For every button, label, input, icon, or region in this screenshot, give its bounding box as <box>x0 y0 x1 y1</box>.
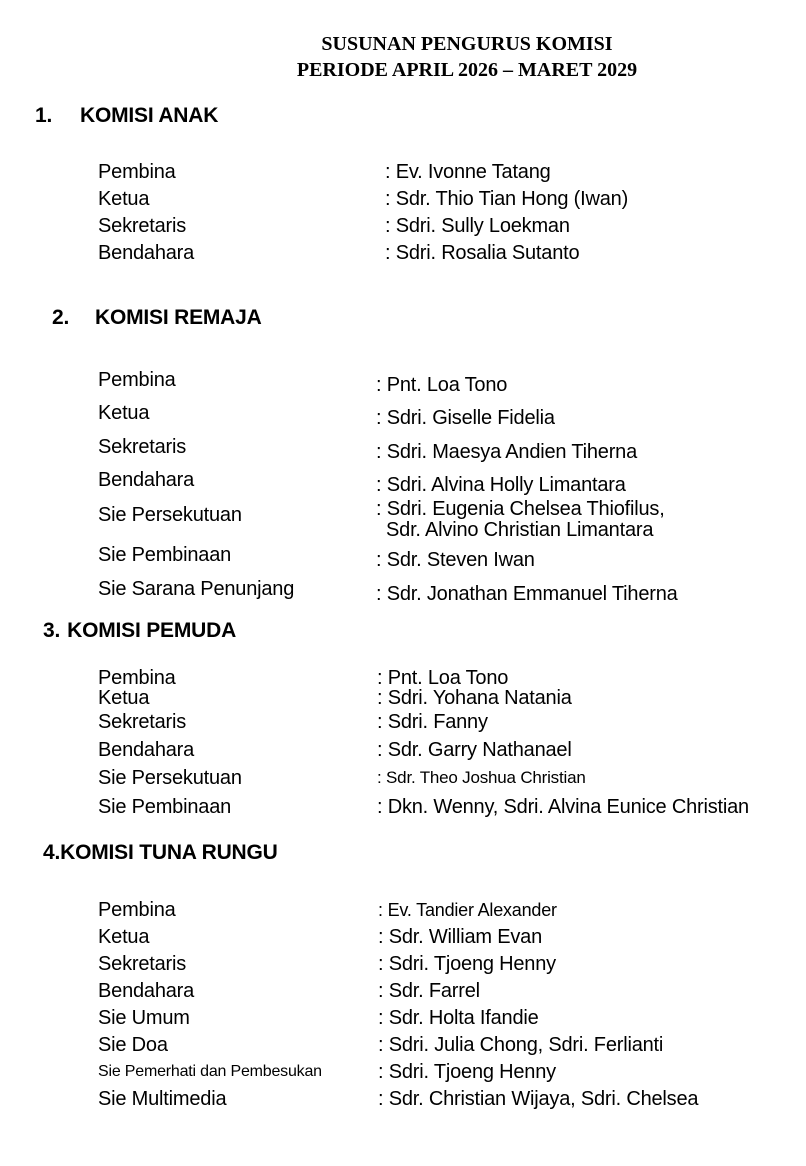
role-row <box>98 162 806 189</box>
role-value: : Sdri. Julia Chong, Sdri. Ferlianti <box>378 1034 664 1056</box>
role-label: Bendahara <box>98 980 195 1002</box>
role-label: Ketua <box>98 926 150 948</box>
section-heading <box>0 105 806 127</box>
role-value: : Sdr. Farrel <box>378 980 480 1002</box>
section-rows <box>0 668 806 826</box>
role-label: Sekretaris <box>98 215 187 237</box>
role-value-line2: Sdr. Alvino Christian Limantara <box>386 519 654 541</box>
role-row <box>98 900 806 927</box>
role-value: : Sdri. Yohana Natania <box>377 687 572 709</box>
section-komisi-anak <box>0 105 806 270</box>
document-title-line1: SUSUNAN PENGURUS KOMISI <box>321 33 613 55</box>
role-row <box>98 579 806 613</box>
role-row <box>98 189 806 216</box>
role-label: Bendahara <box>98 739 195 761</box>
section-komisi-remaja <box>0 307 806 613</box>
role-row <box>98 216 806 243</box>
role-row <box>98 712 806 740</box>
role-value-line1: : Sdri. Eugenia Chelsea Thiofilus, <box>376 498 665 520</box>
role-value: : Sdr. Jonathan Emmanuel Tiherna <box>376 583 678 605</box>
role-value: : Pnt. Loa Tono <box>377 667 509 689</box>
role-label: Sekretaris <box>98 711 187 733</box>
role-value: : Sdri. Giselle Fidelia <box>376 407 555 429</box>
role-row <box>98 668 806 688</box>
section-number: 4. <box>43 841 61 864</box>
role-row <box>98 740 806 768</box>
role-label: Sie Umum <box>98 1007 190 1029</box>
role-value: : Sdri. Fanny <box>377 711 488 733</box>
role-label: Ketua <box>98 188 150 210</box>
section-heading <box>0 307 806 329</box>
role-value: : Sdr. Garry Nathanael <box>377 739 572 761</box>
section-number: 2. <box>52 306 70 329</box>
section-heading <box>0 620 806 642</box>
role-value: : Ev. Tandier Alexander <box>378 900 557 920</box>
role-value: : Sdri. Rosalia Sutanto <box>385 242 580 264</box>
role-label: Sie Pembinaan <box>98 796 232 818</box>
document-title-line2: PERIODE APRIL 2026 – MARET 2029 <box>296 59 638 81</box>
role-value: : Sdri. Tjoeng Henny <box>378 1061 556 1083</box>
section-name: KOMISI PEMUDA <box>67 619 237 642</box>
role-row <box>98 688 806 712</box>
role-label: Pembina <box>98 899 176 921</box>
role-label: Pembina <box>98 667 176 689</box>
role-label: Sie Pemerhati dan Pembesukan <box>98 1063 322 1080</box>
role-label: Ketua <box>98 402 150 424</box>
role-row <box>98 927 806 954</box>
role-label: Sie Persekutuan <box>98 767 242 789</box>
role-value <box>376 499 806 541</box>
role-row <box>98 545 806 579</box>
role-row <box>98 1035 806 1062</box>
role-row <box>98 981 806 1008</box>
role-label: Ketua <box>98 687 150 709</box>
role-value: : Sdri. Sully Loekman <box>385 215 570 237</box>
role-row <box>98 768 806 797</box>
role-label: Sie Sarana Penunjang <box>98 578 295 600</box>
role-label: Sie Pembinaan <box>98 544 232 566</box>
role-row <box>98 797 806 826</box>
section-name: KOMISI ANAK <box>80 104 219 127</box>
role-value: : Pnt. Loa Tono <box>376 374 508 396</box>
role-label: Sie Persekutuan <box>98 504 242 526</box>
role-row <box>98 1062 806 1089</box>
role-row <box>98 470 806 497</box>
section-rows <box>0 370 806 613</box>
section-number: 3. <box>43 619 61 642</box>
role-value: : Dkn. Wenny, Sdri. Alvina Eunice Christian <box>377 796 749 818</box>
role-label: Sekretaris <box>98 436 187 458</box>
role-row <box>98 1008 806 1035</box>
role-label: Sie Multimedia <box>98 1088 227 1110</box>
document-title <box>134 31 800 83</box>
role-row <box>98 954 806 981</box>
role-label: Pembina <box>98 161 176 183</box>
role-value: : Sdr. Holta Ifandie <box>378 1007 539 1029</box>
role-label: Bendahara <box>98 469 195 491</box>
section-rows <box>0 900 806 1116</box>
role-label: Bendahara <box>98 242 195 264</box>
role-label: Pembina <box>98 369 176 391</box>
role-value: : Sdr. Christian Wijaya, Sdri. Chelsea <box>378 1088 699 1110</box>
role-row <box>98 1089 806 1116</box>
section-komisi-pemuda <box>0 620 806 826</box>
section-number: 1. <box>35 104 53 127</box>
role-value: : Sdr. Theo Joshua Christian <box>377 768 586 787</box>
role-row <box>98 497 806 545</box>
role-value: : Sdri. Maesya Andien Tiherna <box>376 441 638 463</box>
section-komisi-tuna-rungu <box>0 842 806 1116</box>
role-row <box>98 437 806 470</box>
section-heading <box>0 842 806 864</box>
role-row <box>98 370 806 403</box>
role-value: : Sdr. Steven Iwan <box>376 549 535 571</box>
role-value: : Sdr. William Evan <box>378 926 543 948</box>
role-value: : Sdri. Tjoeng Henny <box>378 953 556 975</box>
role-row <box>98 403 806 437</box>
role-row <box>98 243 806 270</box>
section-name: KOMISI TUNA RUNGU <box>60 841 278 864</box>
role-label: Sekretaris <box>98 953 187 975</box>
role-value: : Sdr. Thio Tian Hong (Iwan) <box>385 188 629 210</box>
role-value: : Ev. Ivonne Tatang <box>385 161 551 183</box>
role-value: : Sdri. Alvina Holly Limantara <box>376 474 626 496</box>
section-rows <box>0 162 806 270</box>
role-label: Sie Doa <box>98 1034 168 1056</box>
section-name: KOMISI REMAJA <box>95 306 262 329</box>
